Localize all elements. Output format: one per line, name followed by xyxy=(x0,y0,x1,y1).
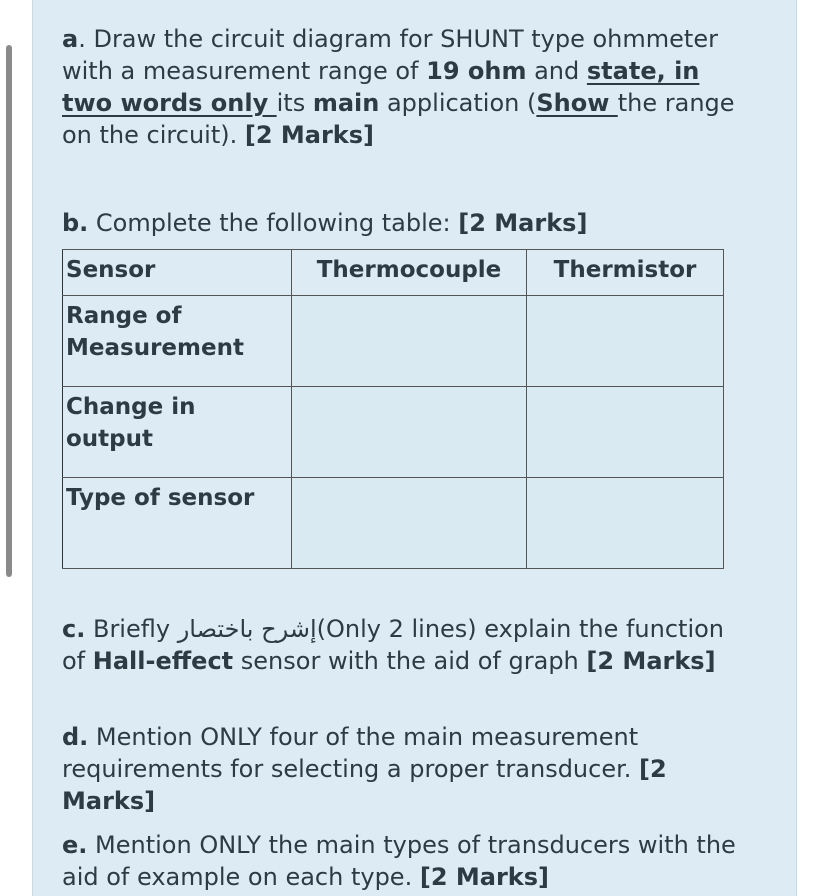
question-a-main: main xyxy=(312,89,380,117)
question-d-label: d. xyxy=(62,723,89,751)
row-label-range: Range of Measurement xyxy=(63,296,292,387)
sensor-table xyxy=(62,249,724,569)
header-sensor: Sensor xyxy=(63,250,292,296)
header-thermocouple: Thermocouple xyxy=(292,250,527,296)
question-b xyxy=(62,207,752,239)
question-e xyxy=(62,829,752,893)
question-d-marks: [2 Marks] xyxy=(62,755,667,815)
cell-thermistor-change xyxy=(527,387,724,478)
question-a-text-1: . Draw the circuit diagram for SHUNT type ohmmeter with a measurement range of xyxy=(62,25,718,85)
question-a-state: state, in two words only xyxy=(62,57,700,117)
question-b-text: Complete the following table: xyxy=(88,209,459,237)
cell-thermocouple-change xyxy=(292,387,527,478)
question-c-label: c. xyxy=(62,615,86,643)
question-a xyxy=(62,23,752,151)
table-row xyxy=(63,296,724,387)
cell-thermistor-type xyxy=(527,478,724,569)
question-d xyxy=(62,721,752,817)
question-c-marks: [2 Marks] xyxy=(586,647,716,675)
question-a-marks: [2 Marks] xyxy=(244,121,375,149)
cell-thermistor-range xyxy=(527,296,724,387)
table-row xyxy=(63,478,724,569)
cell-thermocouple-type xyxy=(292,478,527,569)
question-a-text-5: the range on the circuit). xyxy=(62,89,735,149)
question-c-arabic: إشرح باختصار xyxy=(177,615,317,643)
question-c-term: Hall-effect xyxy=(92,647,234,675)
question-c-text-2: (Only 2 lines) explain the function of xyxy=(62,615,725,675)
question-c xyxy=(62,613,752,677)
table-header-row xyxy=(63,250,724,296)
header-thermistor: Thermistor xyxy=(527,250,724,296)
question-e-marks: [2 Marks] xyxy=(419,863,549,891)
table-row xyxy=(63,387,724,478)
question-c-text-1: Briefly xyxy=(85,615,178,643)
question-c-text-3: sensor with the aid of graph xyxy=(233,647,587,675)
question-e-text: Mention ONLY the main types of transducers with the aid of example on each type. xyxy=(62,831,736,891)
question-a-text-3: its xyxy=(276,89,313,117)
question-a-label: a xyxy=(62,25,79,53)
question-a-range: 19 ohm xyxy=(426,57,527,85)
cell-thermocouple-range xyxy=(292,296,527,387)
row-label-change: Change in output xyxy=(63,387,292,478)
row-label-type: Type of sensor xyxy=(63,478,292,569)
scrollbar[interactable] xyxy=(6,45,12,577)
question-e-label: e. xyxy=(62,831,88,859)
question-a-show: Show xyxy=(536,89,618,117)
question-a-text-2: and xyxy=(526,57,587,85)
question-d-text: Mention ONLY four of the main measurement requirements for selecting a proper transducer. xyxy=(62,723,640,783)
question-b-label: b. xyxy=(62,209,89,237)
question-a-text-4: application ( xyxy=(379,89,537,117)
question-b-marks: [2 Marks] xyxy=(458,209,588,237)
